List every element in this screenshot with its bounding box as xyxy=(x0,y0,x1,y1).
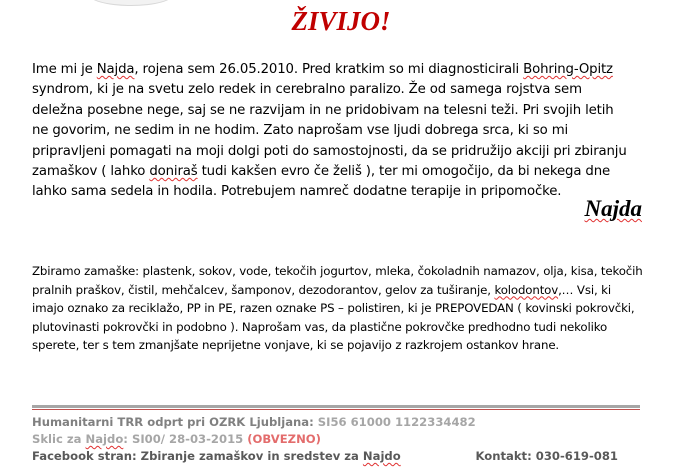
collect-text: ,… Vsi, ki imajo oznako za reciklažo, PP in PE, razen oznake PS – polistiren, ki je PREPOVEDAN ( kovinski pokrovčki, plutovinasti pokrovčki in podobno ). Naprošam vas, da plastične pokrovčke predhodno tudi nekoliko sperete, ter s tem zmanjšate neprijetne vonjave, ki se pojavijo z razkrojem ostankov hrane. xyxy=(32,282,635,353)
intro-text: tudi kakšen evro če želiš ), ter mi omogočijo, da bi nekega dne lahko sama sedela in hodila. Potrebujem namreč dodatne terapije in pripomočke. xyxy=(32,164,611,200)
page-title: ŽIVIJO! xyxy=(291,6,391,36)
intro-word: doniraš xyxy=(149,164,198,180)
signature xyxy=(585,196,643,222)
bank-account: SI56 61000 1122334482 xyxy=(317,415,476,429)
collect-word: kolodontov xyxy=(494,282,559,297)
footer xyxy=(32,414,642,465)
intro-text: Ime mi je xyxy=(32,62,97,77)
collect-text: Zbiramo zamaške: plastenk, sokov, vode, tekočih jogurtov, mleka, čokoladnih namazov, olja, kisa, tekočih pralnih praškov, čistil, mehčalcev, šamponov, dezodorantov, gelov za tuširanje, xyxy=(32,264,643,297)
collection-paragraph xyxy=(32,262,646,355)
reference-required: (OBVEZNO) xyxy=(247,432,321,446)
facebook-name: Najdo xyxy=(362,449,401,463)
facebook-label: Facebook stran: Zbiranje zamaškov in sredstev za xyxy=(32,449,363,463)
intro-diagnosis: Bohring-Opitz xyxy=(523,62,613,77)
signature-text: Najda xyxy=(584,196,642,221)
intro-text: , rojena sem 26.05.2010. Pred kratkim so mi diagnosticirali xyxy=(134,62,524,77)
reference-value: : SI00/ 28-03-2015 xyxy=(123,432,244,446)
footer-bank-row xyxy=(32,414,642,431)
footer-divider-accent xyxy=(32,409,640,410)
reference-name: Najdo xyxy=(85,432,124,446)
intro-name: Najda xyxy=(96,62,135,77)
intro-text: syndrom, ki je na svetu zelo redek in cerebralno paralizo. Že od samega rojstva sem deležna posebne nege, saj se ne razvijam in ne pridobivam na telesni teži. Pri svojih letih ne govorim, ne sedim in ne hodim. Zato naprošam vse ljudi dobrega srca, ki so mi pripravljeni pomagati na moji dolgi poti do samostojnosti, da se pridružijo akciji pri zbiranju zamaškov ( lahko xyxy=(32,82,627,180)
footer-facebook-row xyxy=(32,448,642,465)
intro-paragraph xyxy=(32,60,632,203)
reference-label: Sklic za xyxy=(32,432,86,446)
contact-phone: Kontakt: 030-619-081 xyxy=(475,449,618,463)
bank-label: Humanitarni TRR odprt pri OZRK Ljubljana: xyxy=(32,415,314,429)
footer-reference-row xyxy=(32,431,642,448)
footer-divider xyxy=(32,405,640,408)
